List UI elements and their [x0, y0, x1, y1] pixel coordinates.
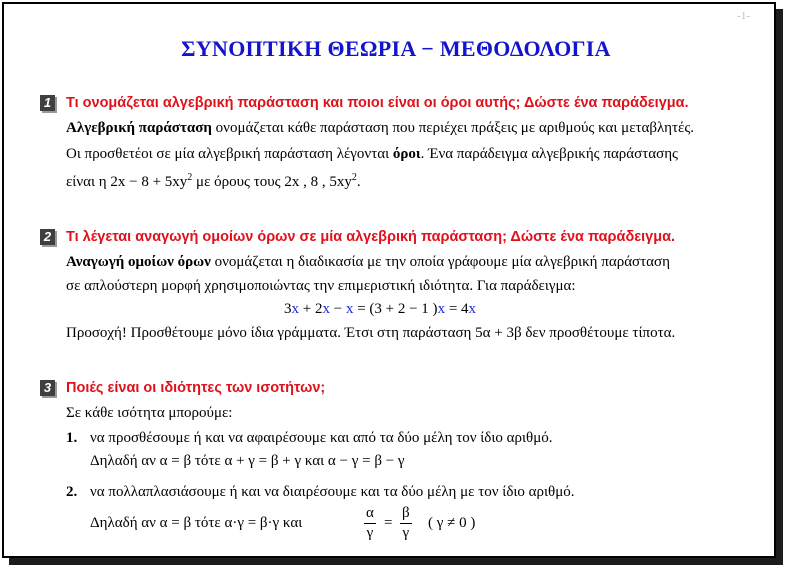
- term-combining-like-terms: Αναγωγή ομοίων όρων: [66, 254, 211, 270]
- item-2-text: να πολλαπλασιάσουμε ή και να διαιρέσουμε και τα δύο μέλη με τον ίδιο αριθμό.: [90, 484, 575, 500]
- item-1-text: να προσθέσουμε ή και να αφαιρέσουμε και από τα δύο μέλη τον ίδιο αριθμό.: [90, 430, 553, 446]
- attention-end: δεν προσθέτουμε τίποτα.: [521, 325, 676, 341]
- item-1-number: 1.: [66, 430, 78, 446]
- section-2-badge: 2: [40, 229, 55, 245]
- terms-text: Οι προσθετέοι σε μία αλγεβρική παράσταση λέγονται: [66, 146, 393, 162]
- item-1-example: Δηλαδή αν α = β τότε α + γ = β + γ και α − γ = β − γ: [90, 453, 405, 469]
- op: −: [329, 301, 346, 317]
- section-3-question: Ποιές είναι οι ιδιότητες των ισοτήτων;: [66, 380, 326, 396]
- example-terms: με όρους τους 2x , 8 , 5xy: [192, 174, 352, 190]
- var-x: x: [345, 301, 354, 317]
- numerator: α: [366, 505, 374, 521]
- nonzero-condition: ( γ ≠ 0 ): [428, 515, 476, 531]
- section-3-badge: 3: [40, 380, 55, 396]
- exponent: 2: [351, 172, 357, 183]
- fraction-equals: =: [384, 515, 393, 531]
- section-1-line-3: [66, 174, 361, 191]
- page-title: ΣΥΝΟΠΤΙΚΗ ΘΕΩΡΙΑ − ΜΕΘΟΔΟΛΟΓΙΑ: [181, 36, 611, 61]
- period: .: [356, 174, 361, 190]
- numerator: β: [402, 505, 410, 521]
- section-1-line-2: [66, 146, 678, 163]
- attention-text: Προσοχή! Προσθέτουμε μόνο ίδια γράμματα. Έτσι στη παράσταση: [66, 325, 476, 341]
- op: + 2: [299, 301, 323, 317]
- var-x: x: [437, 301, 446, 317]
- op: = 4: [445, 301, 469, 317]
- denominator: γ: [366, 525, 374, 541]
- section-3-intro: Σε κάθε ισότητα μπορούμε:: [66, 405, 233, 421]
- section-1-badge: 1: [40, 95, 55, 111]
- example-intro: . Ένα παράδειγμα αλγεβρικής παράστασης: [420, 146, 678, 162]
- section-2-line-2: σε απλούστερη μορφή χρησιμοποιώντας την επιμεριστική ιδιότητα. Για παράδειγμα:: [66, 278, 576, 294]
- fraction-alpha-over-gamma: [364, 505, 376, 542]
- section-2-line-1: [66, 254, 670, 271]
- section-2-line-4: [66, 325, 675, 342]
- var-x: x: [291, 301, 299, 317]
- section-1-question: Τι ονομάζεται αλγεβρική παράσταση και ποιοι είναι οι όροι αυτής; Δώστε ένα παράδειγμα.: [66, 95, 689, 111]
- fraction-beta-over-gamma: [400, 505, 412, 542]
- var-x: x: [322, 301, 330, 317]
- op: = (3 + 2 − 1 ): [353, 301, 438, 317]
- example-lead: είναι η: [66, 174, 111, 190]
- denominator: γ: [402, 525, 410, 541]
- section-2-equation: [284, 301, 476, 318]
- fraction-bar: [400, 523, 412, 524]
- exponent: 2: [187, 172, 193, 183]
- item-2-number: 2.: [66, 484, 78, 500]
- attention-expression: 5α + 3β: [475, 325, 522, 341]
- var-x: x: [468, 301, 477, 317]
- term-terms: όροι: [392, 146, 421, 162]
- page-number: -1-: [737, 10, 750, 22]
- item-2-example: Δηλαδή αν α = β τότε α·γ = β·γ και: [90, 515, 303, 531]
- term-algebraic-expression: Αλγεβρική παράσταση: [66, 120, 212, 136]
- coef: 3: [284, 301, 292, 317]
- section-2-question: Τι λέγεται αναγωγή ομοίων όρων σε μία αλγεβρική παράσταση; Δώστε ένα παράδειγμα.: [66, 229, 676, 245]
- definition-text: ονομάζεται η διαδικασία με την οποία γράφουμε μία αλγεβρική παράσταση: [210, 254, 670, 270]
- example-expression: 2x − 8 + 5xy: [110, 174, 188, 190]
- definition-text: ονομάζεται κάθε παράσταση που περιέχει πράξεις με αριθμούς και μεταβλητές.: [211, 120, 695, 136]
- fraction-bar: [364, 523, 376, 524]
- section-1-line-1: [66, 120, 694, 137]
